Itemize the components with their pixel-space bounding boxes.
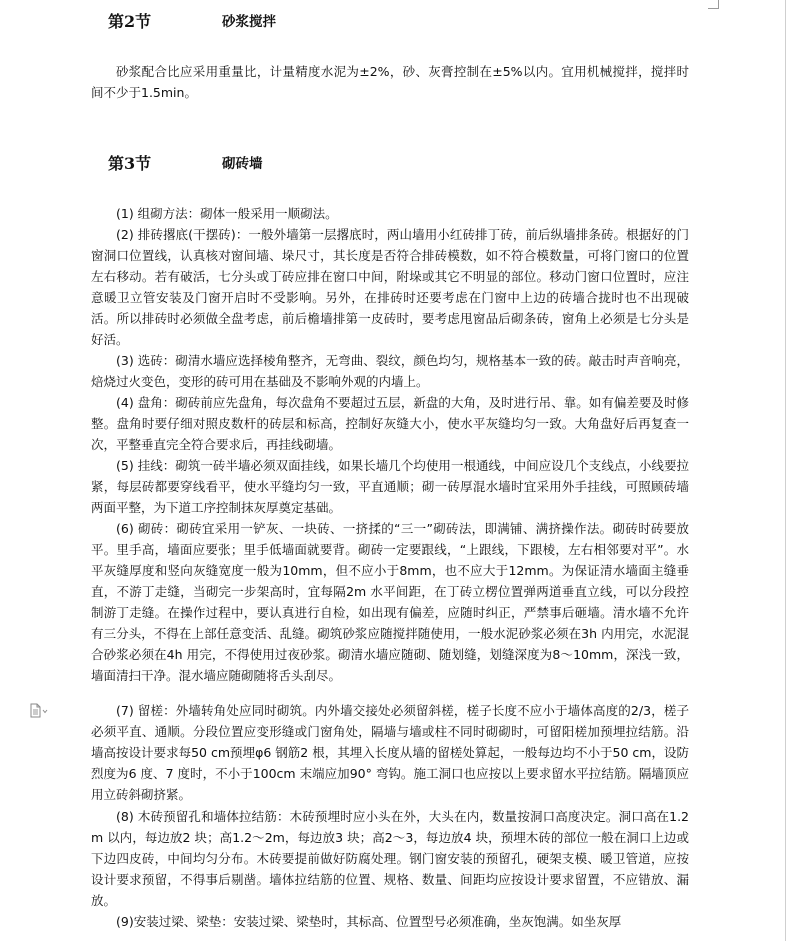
paragraph: 砂浆配合比应采用重量比，计量精度水泥为±2%，砂、灰膏控制在±5%以内。宜用机械搅拌，搅拌时间不少于1.5min。 xyxy=(91,64,689,100)
section-title: 砂浆搅拌 xyxy=(222,14,276,30)
section-number: 第3节 xyxy=(108,154,152,173)
paragraph: (2) 排砖撂底(干摆砖)：一般外墙第一层撂底时，两山墙用小红砖排丁砖，前后纵墙排条砖。根据好的门窗洞口位置线，认真核对窗间墙、垛尺寸，其长度是否符合排砖模数，如不符合模数量，可将门窗口的位置左右移动。若有破活，七分头或丁砖应排在窗口中间，附垛或其它不明显的部位。移动门窗口位置时，应注意暖卫立管安装及门窗开启时不受影响。另外，在排砖时还要考虑在门窗中上边的砖墙合拢时也不出现破活。所以排砖时必须做全盘考虑，前后檐墙排第一皮砖时，要考虑甩窗品后砌条砖，窗角上必须是七分头是好活。 xyxy=(91,227,689,347)
paragraph: (8) 木砖预留孔和墙体拉结筋：木砖预埋时应小头在外，大头在内，数量按洞口高度决定。洞口高在1.2m 以内，每边放2 块；高1.2～2m，每边放3 块；高2～3，每边放4 块，预埋木砖的部位一般在洞口上边或下边四皮砖，中间均匀分布。木砖要提前做好防腐处理。钢门窗安装的预留孔，硬架支模、暖卫管道，应按设计要求预留，不得事后剔凿。墙体拉结筋的位置、规格、数量、间距均应按设计要求留置，不应错放、漏放。 xyxy=(91,809,689,908)
section-heading xyxy=(108,12,508,36)
page-corner-mark xyxy=(708,0,719,9)
paragraph: (3) 选砖：砌清水墙应选择棱角整齐，无弯曲、裂纹，颜色均匀，规格基本一致的砖。敲击时声音响亮，焙烧过火变色，变形的砖可用在基础及不影响外观的内墙上。 xyxy=(91,353,689,389)
paragraph: (1) 组砌方法：砌体一般采用一顺砌法。 xyxy=(116,206,338,221)
paragraph: (6) 砌砖：砌砖宜采用一铲灰、一块砖、一挤揉的“三一”砌砖法，即满铺、满挤操作法。砌砖时砖要放平。里手高，墙面应要张；里手低墙面就要背。砌砖一定要跟线，“上跟线，下跟棱，左右相邻要对平”。水平灰缝厚度和竖向灰缝宽度一般为10mm，但不应小于8mm，也不应大于12mm。为保证清水墙面主缝垂直，不游丁走缝，当砌完一步架高时，宜每隔2m 水平间距，在丁砖立楞位置弹两道垂直立线，可以分段控制游丁走缝。在操作过程中，要认真进行自检，如出现有偏差，应随时纠正，严禁事后砸墙。清水墙不允许有三分头，不得在上部任意变活、乱缝。砌筑砂浆应随搅拌随使用，一般水泥砂浆必须在3h 内用完，水泥混合砂浆必须在4h 用完，不得使用过夜砂浆。砌清水墙应随砌、随划缝，划缝深度为8～10mm，深浅一致，墙面清扫干净。混水墙应随砌随将舌头刮尽。 xyxy=(91,521,689,683)
document-options-icon[interactable] xyxy=(29,703,49,719)
section-heading xyxy=(108,154,508,178)
paragraph: (9)安装过梁、梁垫：安装过梁、梁垫时，其标高、位置型号必须准确，坐灰饱满。如坐灰厚 xyxy=(116,914,622,929)
page-right-edge xyxy=(785,0,786,941)
paragraph: (7) 留槎：外墙转角处应同时砌筑。内外墙交接处必须留斜槎，槎子长度不应小于墙体高度的2/3，槎子必须平直、通顺。分段位置应变形缝或门窗角处，隔墙与墙或柱不同时砌砌时，可留阳槎加预埋拉结筋。沿墙高按设计要求每50 cm预埋φ6 钢筋2 根，其埋入长度从墙的留槎处算起，一般每边均不小于50 cm，设防烈度为6 度、7 度时，不小于100cm 末端应加90° 弯钩。施工洞口也应按以上要求留水平拉结筋。隔墙顶应用立砖斜砌挤紧。 xyxy=(91,703,689,802)
paragraph: (5) 挂线：砌筑一砖半墙必须双面挂线，如果长墙几个均使用一根通线，中间应设几个支线点，小线要拉紧，每层砖都要穿线看平，使水平缝均匀一致，平直通顺；砌一砖厚混水墙时宜采用外手挂线，可照顾砖墙两面平整，为下道工序控制抹灰厚奠定基础。 xyxy=(91,458,689,515)
section-number: 第2节 xyxy=(108,12,152,31)
section-title: 砌砖墙 xyxy=(222,156,263,172)
paragraph: (4) 盘角：砌砖前应先盘角，每次盘角不要超过五层，新盘的大角，及时进行吊、靠。如有偏差要及时修整。盘角时要仔细对照皮数杆的砖层和标高，控制好灰缝大小，使水平灰缝均匀一致。大角盘好后再复查一次，平整垂直完全符合要求后，再挂线砌墙。 xyxy=(91,395,689,452)
